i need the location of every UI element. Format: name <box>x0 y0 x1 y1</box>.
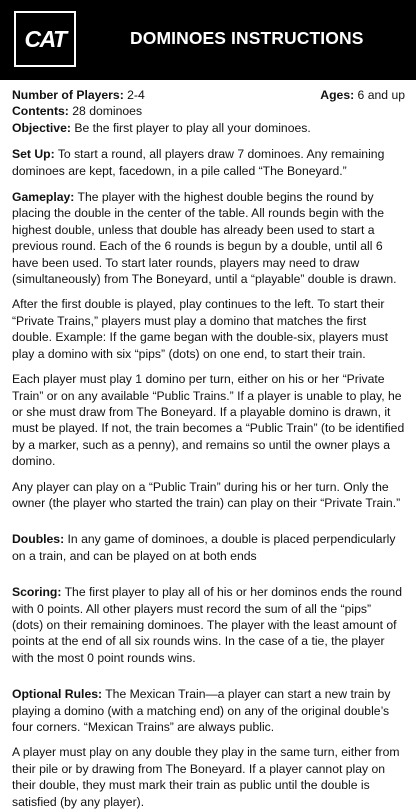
doubles-paragraph <box>12 531 405 564</box>
objective-line <box>12 120 405 136</box>
must-play-double-paragraph: A player must play on any double they play in the same turn, either from their pile or by drawing from The Boneyard. If a player cannot play on their double, they must mark their train as public until the double is satisfied (by any player). <box>12 745 400 809</box>
header-bar <box>0 0 416 80</box>
objective-value: Be the first player to play all your dominoes. <box>70 120 311 135</box>
scoring-paragraph <box>12 584 405 666</box>
scoring-label: Scoring: <box>12 585 62 600</box>
players-value: 2-4 <box>123 88 145 102</box>
setup-paragraph <box>12 146 405 179</box>
ages-line <box>320 87 405 103</box>
optional-label: Optional Rules: <box>12 687 103 702</box>
ages-label: Ages: <box>320 88 355 102</box>
setup-text: To start a round, all players draw 7 dominoes. Any remaining dominoes are kept, facedown, in a pile called “The Boneyard.” <box>12 147 385 178</box>
gameplay-paragraph <box>12 189 405 287</box>
page-title: DOMINOES INSTRUCTIONS <box>130 28 364 48</box>
any-player-paragraph: Any player can play on a “Public Train” during his or her turn. Only the owner (the player who started the train) can play on their “Private Train.” <box>12 479 401 510</box>
logo-text: CAT <box>24 25 66 52</box>
contents-label: Contents: <box>12 104 69 119</box>
players-label: Number of Players: <box>12 88 124 102</box>
optional-text: The Mexican Train—a player can start a new train by playing a domino (with a matching end) on any of the original double’s four corners. “Mexican Trains” are always public. <box>12 687 391 734</box>
doubles-label: Doubles: <box>12 532 65 547</box>
gameplay-label: Gameplay: <box>12 190 75 205</box>
objective-label: Objective: <box>12 120 71 135</box>
after-first-double-paragraph: After the first double is played, play continues to the left. To start their “Private Trains,” players must play a domino that matches the first double. Example: If the game began with the double-six, players must play a domino with six “pips” (dots) on one end, to start their train. <box>12 297 388 361</box>
ages-value: 6 and up <box>354 88 405 102</box>
players-line <box>12 87 145 103</box>
scoring-text: The first player to play all of his or her dominos ends the round with 0 points. All other players must record the sum of all the “pips” (dots) on their remaining dominoes. The player with the least amount of points at the end of all six rounds wins. In the case of a tie, the player with the most 0 point rounds wins. <box>12 585 402 665</box>
contents-line <box>12 103 405 119</box>
optional-rules-paragraph <box>12 686 405 735</box>
contents-value: 28 dominoes <box>68 104 143 119</box>
setup-label: Set Up: <box>12 147 55 162</box>
each-player-paragraph: Each player must play 1 domino per turn, either on his or her “Private Train” or on any available “Public Trains.” If a player is unable to play, he or she must draw from The Boneyard. If a playable domino is drawn, it must be played. If not, the train becomes a “Public Train” (to be identified by a marker, such as a penny), and remains so until the owner plays a domino. <box>12 372 405 469</box>
gameplay-text: The player with the highest double begins the round by placing the double in the center of the table. All rounds begin with the highest double, unless that double has already been used to start a previous round. Each of the 6 rounds is begun by a double, until all 6 have been used. To start later rounds, players may need to draw (simultaneously) from The Boneyard, until a “playable” double is drawn. <box>12 190 397 287</box>
players-ages-row <box>12 87 405 103</box>
cat-logo <box>14 11 76 67</box>
doubles-text: In any game of dominoes, a double is placed perpendicularly on a train, and can be played on at both ends <box>12 532 396 563</box>
instructions-body <box>12 87 405 810</box>
